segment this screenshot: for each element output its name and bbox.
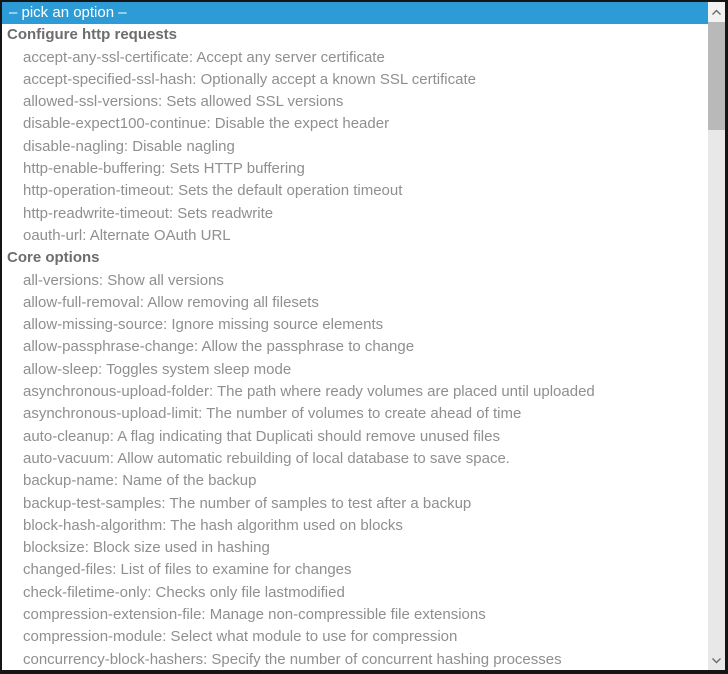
option-group-header: Configure http requests [7,26,178,44]
option-item[interactable]: compression-extension-file: Manage non-compressible file extensions [23,606,486,624]
option-item[interactable]: check-filetime-only: Checks only file lastmodified [23,583,345,601]
option-item[interactable]: blocksize: Block size used in hashing [23,539,270,557]
option-item[interactable]: allow-passphrase-change: Allow the passphrase to change [23,338,415,356]
dropdown-panel [2,2,725,670]
option-item[interactable]: disable-nagling: Disable nagling [23,137,235,155]
option-item[interactable]: auto-cleanup: A flag indicating that Duplicati should remove unused files [23,427,500,445]
scrollbar-thumb[interactable] [708,22,725,130]
option-item[interactable]: block-hash-algorithm: The hash algorithm used on blocks [23,516,403,534]
option-item[interactable]: oauth-url: Alternate OAuth URL [23,226,231,244]
option-item[interactable]: backup-name: Name of the backup [23,472,257,490]
scroll-down-button[interactable] [708,650,725,670]
vertical-scrollbar[interactable] [708,2,725,670]
chevron-down-icon [711,657,722,664]
option-item[interactable]: allow-full-removal: Allow removing all filesets [23,293,319,311]
option-item[interactable]: concurrency-block-hashers: Specify the number of concurrent hashing processes [23,650,562,668]
chevron-up-icon [711,9,722,16]
option-item[interactable]: asynchronous-upload-limit: The number of volumes to create ahead of time [23,405,522,423]
option-item[interactable]: accept-specified-ssl-hash: Optionally accept a known SSL certificate [23,70,476,88]
option-item[interactable]: accept-any-ssl-certificate: Accept any server certificate [23,48,385,66]
selected-option[interactable]: – pick an option – [2,2,708,24]
option-item[interactable]: http-enable-buffering: Sets HTTP buffering [23,160,305,178]
option-item[interactable]: compression-module: Select what module to use for compression [23,628,458,646]
option-item[interactable]: backup-test-samples: The number of samples to test after a backup [23,494,472,512]
option-group-header: Core options [7,249,100,267]
options-listbox[interactable] [2,2,708,670]
option-item[interactable]: http-readwrite-timeout: Sets readwrite [23,204,274,222]
option-item[interactable]: allow-missing-source: Ignore missing source elements [23,316,384,334]
option-item[interactable]: changed-files: List of files to examine for changes [23,561,352,579]
scroll-up-button[interactable] [708,2,725,22]
option-item[interactable]: disable-expect100-continue: Disable the expect header [23,115,390,133]
option-item[interactable]: all-versions: Show all versions [23,271,224,289]
option-item[interactable]: http-operation-timeout: Sets the default operation timeout [23,182,403,200]
option-item[interactable]: allowed-ssl-versions: Sets allowed SSL versions [23,93,344,111]
option-item[interactable]: auto-vacuum: Allow automatic rebuilding of local database to save space. [23,449,510,467]
option-item[interactable]: allow-sleep: Toggles system sleep mode [23,360,292,378]
option-item[interactable]: asynchronous-upload-folder: The path where ready volumes are placed until uploaded [23,383,595,401]
